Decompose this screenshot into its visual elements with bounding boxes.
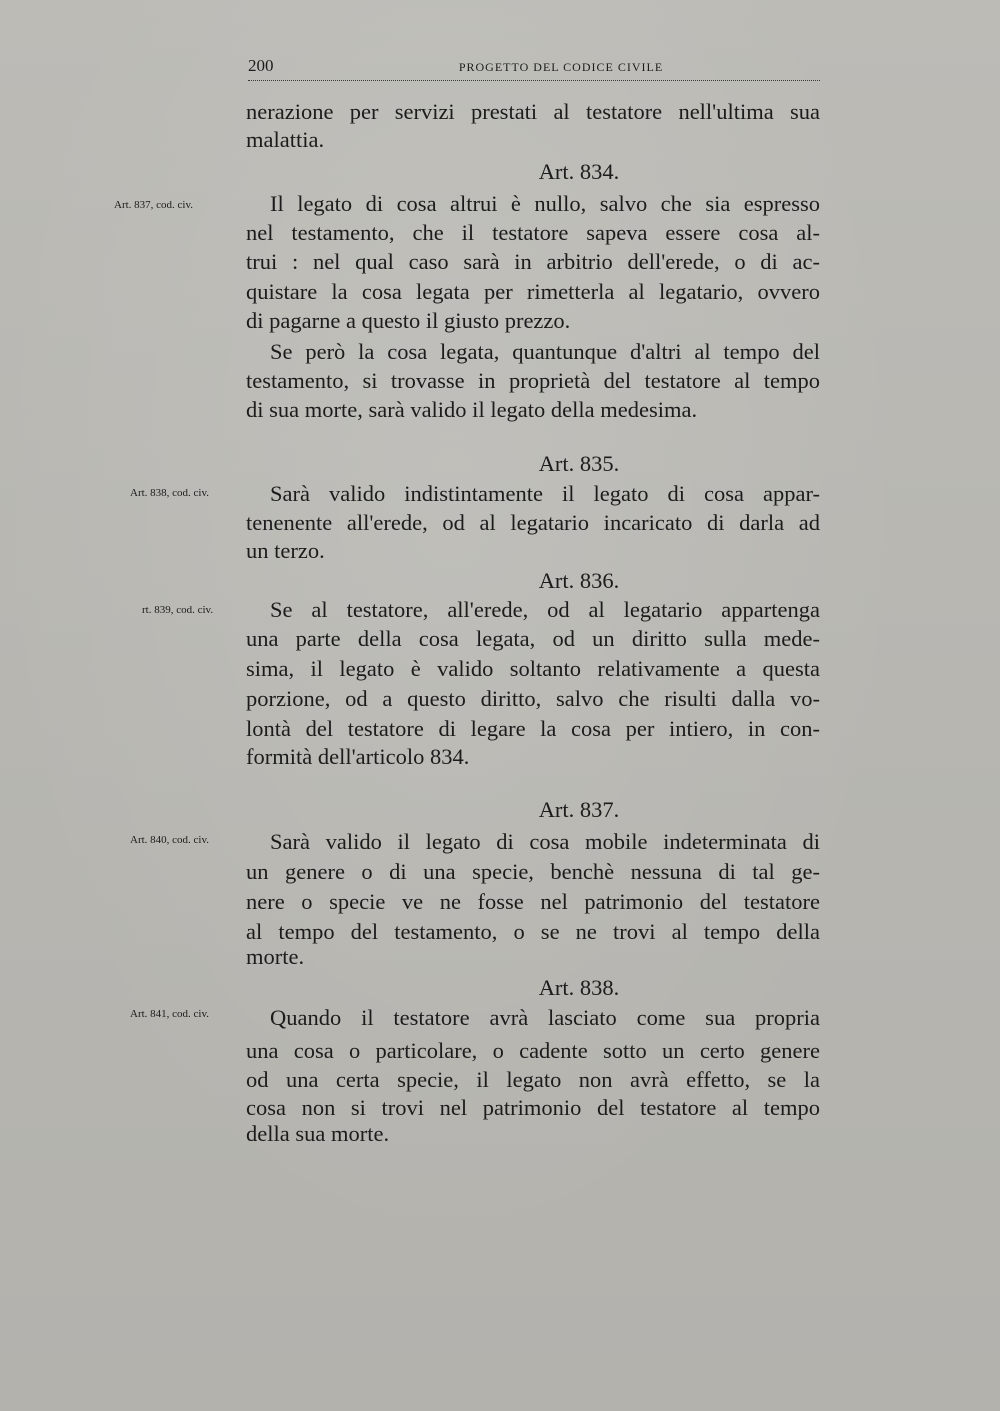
page-number: 200 [248, 56, 274, 75]
margin-note: Art. 838, cod. civ. [130, 487, 210, 499]
article-line: nel testamento, che il testatore sapeva essere cosa al- [246, 220, 820, 245]
article-line: tenenente all'erede, od al legatario incaricato di darla ad [246, 510, 820, 535]
article-line: nere o specie ve ne fosse nel patrimonio del testatore [246, 889, 820, 914]
intro-line: nerazione per servizi prestati al testatore nell'ultima sua [246, 99, 820, 124]
article-line: formità dell'articolo 834. [246, 744, 470, 769]
article-line: di pagarne a questo il giusto prezzo. [246, 308, 571, 333]
article-heading: Art. 838. [538, 975, 620, 1000]
article-heading: Art. 835. [538, 451, 620, 476]
article-line: un genere o di una specie, benchè nessuna di tal ge- [246, 859, 820, 884]
article-line: od una certa specie, il legato non avrà effetto, se la [246, 1067, 820, 1092]
article-line: della sua morte. [246, 1121, 390, 1146]
article-line: Quando il testatore avrà lasciato come sua propria [270, 1005, 820, 1030]
article-line: porzione, od a questo diritto, salvo che risulti dalla vo- [246, 686, 820, 711]
article-heading: Art. 834. [538, 159, 620, 184]
article-heading: Art. 837. [538, 797, 620, 822]
margin-note: Art. 840, cod. civ. [130, 834, 210, 846]
page-header [248, 56, 820, 81]
article-line: una cosa o particolare, o cadente sotto un certo genere [246, 1038, 820, 1063]
article-line: al tempo del testamento, o se ne trovi al tempo della [246, 919, 820, 944]
article-line: una parte della cosa legata, od un diritto sulla mede- [246, 626, 820, 651]
article-line: di sua morte, sarà valido il legato della medesima. [246, 397, 698, 422]
article-line: trui : nel qual caso sarà in arbitrio dell'erede, o di ac- [246, 249, 820, 274]
margin-note: Art. 841, cod. civ. [130, 1008, 210, 1020]
article-heading: Art. 836. [538, 568, 620, 593]
article-line: sima, il legato è valido soltanto relativamente a questa [246, 656, 820, 681]
margin-note: Art. 837, cod. civ. [114, 199, 194, 211]
margin-note: rt. 839, cod. civ. [142, 604, 214, 616]
article-line: Se al testatore, all'erede, od al legatario appartenga [270, 597, 820, 622]
intro-line: malattia. [246, 127, 325, 152]
article-line: lontà del testatore di legare la cosa per intiero, in con- [246, 716, 820, 741]
article-line: testamento, si trovasse in proprietà del testatore al tempo [246, 368, 820, 393]
article-line: Il legato di cosa altrui è nullo, salvo che sia espresso [270, 191, 820, 216]
article-line: Sarà valido il legato di cosa mobile indeterminata di [270, 829, 820, 854]
article-line: cosa non si trovi nel patrimonio del testatore al tempo [246, 1095, 820, 1120]
article-line: un terzo. [246, 538, 325, 563]
article-line: Sarà valido indistintamente il legato di cosa appar- [270, 481, 820, 506]
article-line: quistare la cosa legata per rimetterla al legatario, ovvero [246, 279, 820, 304]
running-title: PROGETTO DEL CODICE CIVILE [458, 60, 664, 74]
article-line: morte. [246, 944, 305, 969]
article-line: Se però la cosa legata, quantunque d'altri al tempo del [270, 339, 820, 364]
